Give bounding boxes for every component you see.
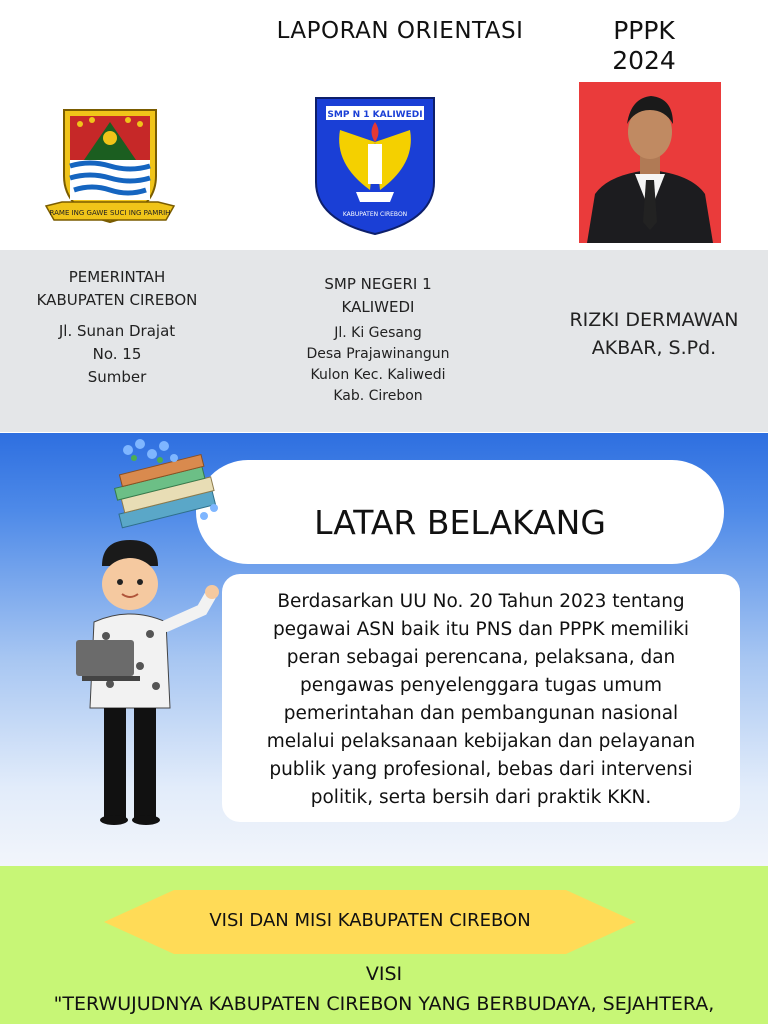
program-year: 2024 xyxy=(612,46,676,75)
school-address-line3: Kulon Kec. Kaliwedi xyxy=(310,367,446,383)
school-address xyxy=(290,323,466,407)
regency-address-line2: No. 15 xyxy=(92,345,142,363)
regency-address-line1: Jl. Sunan Drajat xyxy=(58,322,176,340)
vision-mission-title: VISI DAN MISI KABUPATEN CIREBON xyxy=(209,910,531,931)
section-heading: LATAR BELAKANG xyxy=(314,503,606,542)
regency-line1: PEMERINTAH xyxy=(68,268,166,286)
school-address-line1: Jl. Ki Gesang xyxy=(334,325,422,341)
paragraph-line: peran sebagai perencana, pelaksana, dan xyxy=(286,647,676,668)
school-logo xyxy=(310,92,440,236)
regency-crest-logo xyxy=(44,98,176,240)
teacher-illustration xyxy=(70,536,230,828)
portrait-figure xyxy=(579,82,721,243)
regency-motto: RAME ING GAWE SUCI ING PAMRIH xyxy=(49,209,171,217)
regency-address xyxy=(14,320,220,389)
school-address-line2: Desa Prajawinangun xyxy=(306,346,450,362)
paragraph-line: pegawai ASN baik itu PNS dan PPPK memiliki xyxy=(272,619,690,640)
regency-line2: KABUPATEN CIREBON xyxy=(36,291,198,309)
visi-label: VISI xyxy=(365,963,403,985)
paragraph-line: Berdasarkan UU No. 20 Tahun 2023 tentang xyxy=(277,591,685,612)
paragraph-line: politik, serta bersih dari praktik KKN. xyxy=(310,787,652,808)
background-paragraph xyxy=(232,588,730,812)
books-flowers-illustration xyxy=(104,436,230,534)
person-name-line2: AKBAR, S.Pd. xyxy=(591,337,717,359)
school-logo-subtext: KABUPATEN CIREBON xyxy=(342,211,408,218)
paragraph-line: melalui pelaksanaan kebijakan dan pelayanan xyxy=(266,731,696,752)
regency-address-line3: Sumber xyxy=(87,368,147,386)
paragraph-line: pengawas penyelenggara tugas umum xyxy=(299,675,663,696)
report-title: LAPORAN ORIENTASI xyxy=(276,18,524,44)
person-info xyxy=(548,306,760,362)
school-line2: KALIWEDI xyxy=(341,298,415,316)
school-logo-text: SMP N 1 KALIWEDI xyxy=(327,110,423,120)
school-line1: SMP NEGERI 1 xyxy=(324,275,432,293)
regency-info xyxy=(14,266,220,389)
paragraph-line: pemerintahan dan pembangunan nasional xyxy=(283,703,679,724)
program-label xyxy=(588,16,700,76)
school-info xyxy=(290,273,466,407)
person-name-line1: RIZKI DERMAWAN xyxy=(569,309,739,331)
paragraph-line: publik yang profesional, bebas dari intervensi xyxy=(269,759,693,780)
visi-statement: "TERWUJUDNYA KABUPATEN CIREBON YANG BERBUDAYA, SEJAHTERA, xyxy=(53,993,715,1015)
portrait-photo xyxy=(579,82,721,243)
program-name: PPPK xyxy=(613,16,675,45)
school-address-line4: Kab. Cirebon xyxy=(333,388,423,404)
